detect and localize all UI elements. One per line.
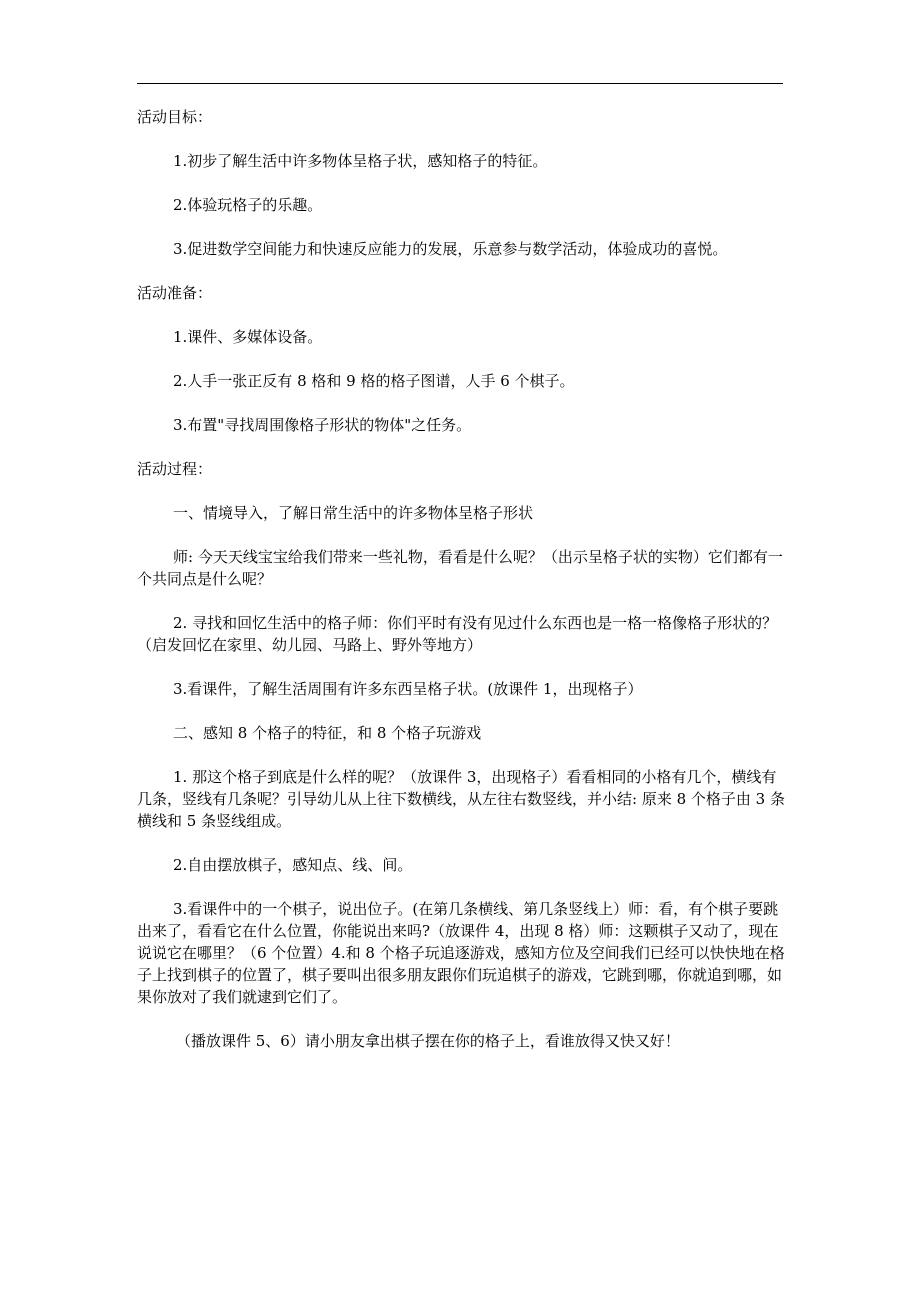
- section-heading-goals: 活动目标：: [137, 108, 213, 126]
- process-step-1-item-2: 2. 寻找和回忆生活中的格子师：你们平时有没有见过什么东西也是一格一格像格子形状的？（启发回忆在家里、幼儿园、马路上、野外等地方）: [137, 614, 778, 654]
- preparation-item-2: 2.人手一张正反有 8 格和 9 格的格子图谱，人手 6 个棋子。: [173, 372, 575, 390]
- goal-item-2: 2.体验玩格子的乐趣。: [173, 196, 323, 214]
- process-step-2-item-3: 3.看课件中的一个棋子，说出位子。(在第几条横线、第几条竖线上）师：看，有个棋子要跳出来了，看看它在什么位置，你能说出来吗?（放课件 4，出现 8 格）师：这颗棋子又动了，现在说说它在哪里？（6 个位置）4.和 8 个格子玩追逐游戏，感知方位及空间我们已经可以快快地在格子上找到棋子的位置了，棋子要叫出很多朋友跟你们玩追棋子的游戏，它跳到哪，你就追到哪，如果你放对了我们就逮到它们了。: [137, 900, 785, 1006]
- process-step-1-title: 一、情境导入，了解日常生活中的许多物体呈格子形状: [173, 504, 534, 522]
- section-heading-process: 活动过程：: [137, 460, 213, 478]
- process-step-1-item-3: 3.看课件，了解生活周围有许多东西呈格子状。(放课件 1，出现格子）: [173, 680, 643, 698]
- preparation-item-1: 1.课件、多媒体设备。: [173, 328, 323, 346]
- process-step-1-dialogue: 师: 今天天线宝宝给我们带来一些礼物，看看是什么呢？（出示呈格子状的实物）它们都有一个共同点是什么呢？: [137, 548, 783, 588]
- process-step-2-title: 二、感知 8 个格子的特征，和 8 个格子玩游戏: [173, 724, 482, 742]
- process-step-2-item-1: 1. 那这个格子到底是什么样的呢？（放课件 3，出现格子）看看相同的小格有几个，横线有几条，竖线有几条呢？引导幼儿从上往下数横线，从左往右数竖线，并小结: 原来 8 个格子由 3 条横线和 5 条竖线组成。: [137, 768, 785, 830]
- section-heading-preparation: 活动准备：: [137, 284, 213, 302]
- header-rule: [137, 83, 783, 84]
- preparation-item-3: 3.布置"寻找周围像格子形状的物体"之任务。: [173, 416, 472, 434]
- goal-item-3: 3.促进数学空间能力和快速反应能力的发展，乐意参与数学活动，体验成功的喜悦。: [173, 240, 728, 258]
- process-step-2-item-2: 2.自由摆放棋子，感知点、线、间。: [173, 856, 413, 874]
- goal-item-1: 1.初步了解生活中许多物体呈格子状，感知格子的特征。: [173, 152, 548, 170]
- process-step-2-playback: （播放课件 5、6）请小朋友拿出棋子摆在你的格子上，看谁放得又快又好！: [176, 1032, 680, 1050]
- document-body: [137, 106, 785, 1074]
